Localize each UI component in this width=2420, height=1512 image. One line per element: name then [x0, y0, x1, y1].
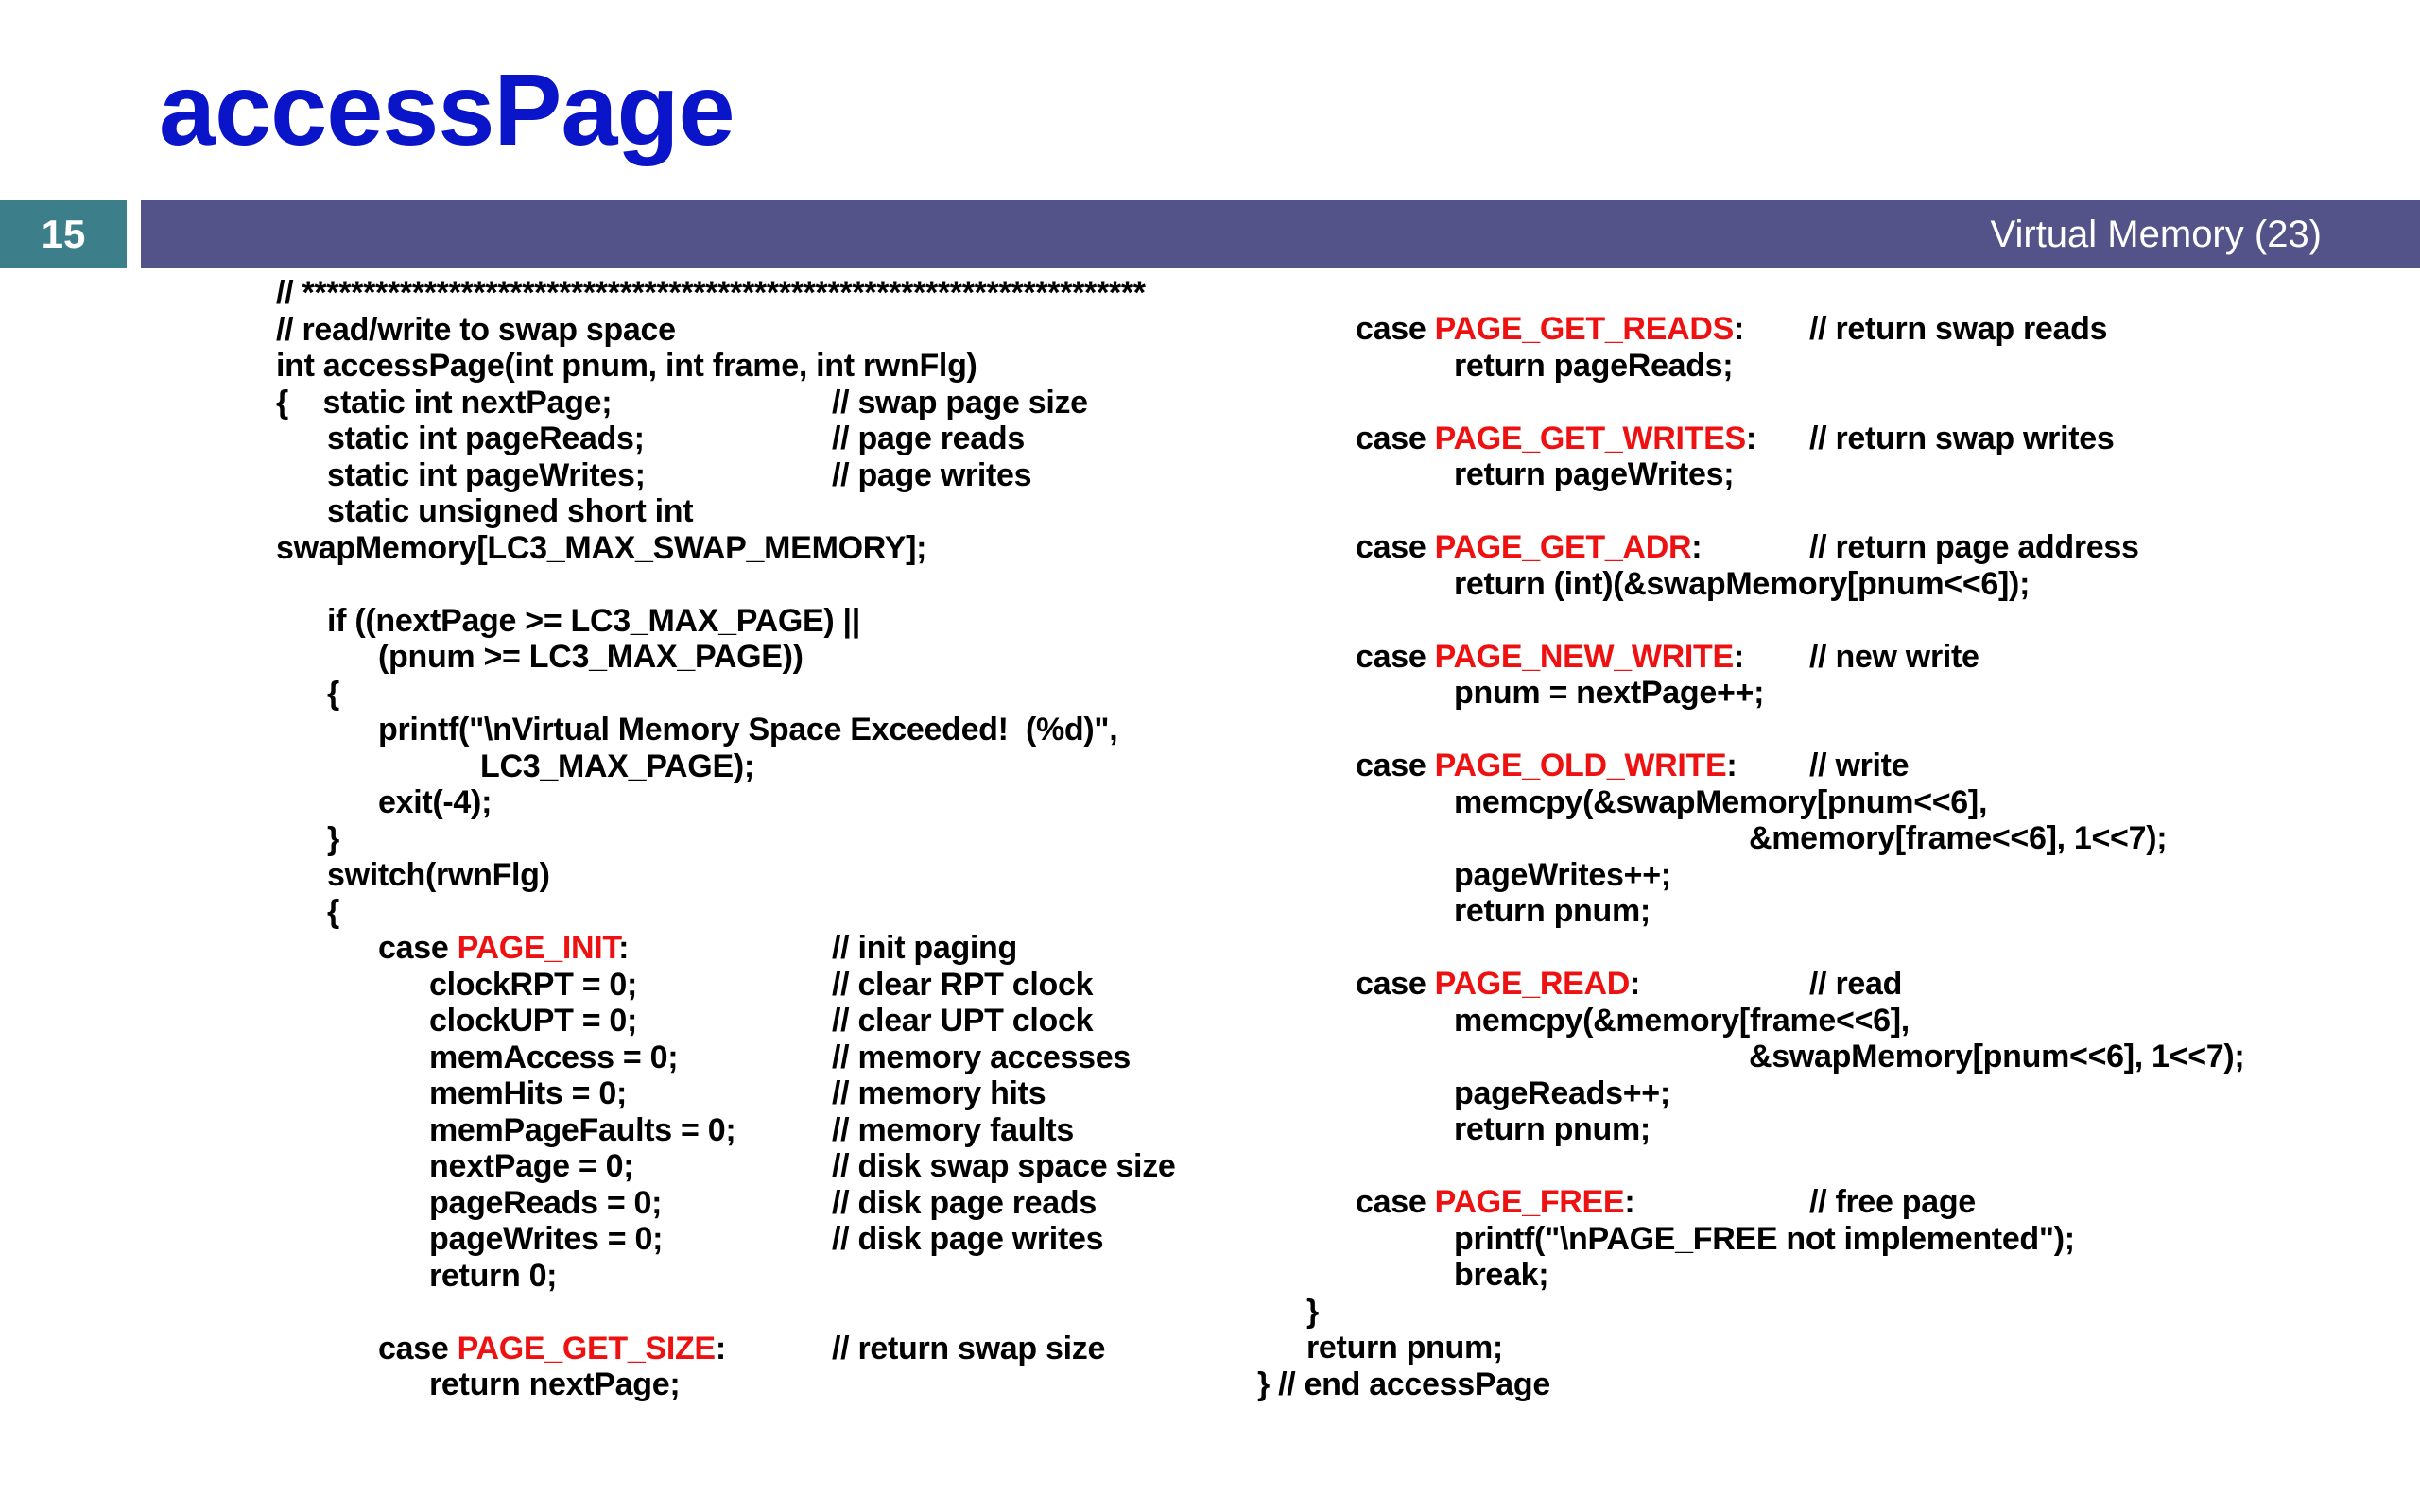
- code-line: [1257, 819, 2392, 857]
- code-text: [1356, 420, 1756, 457]
- case-keyword-prefix: case: [1356, 311, 1435, 347]
- code-line: [1257, 674, 2392, 712]
- code-line: [1257, 565, 2392, 603]
- header-section-label: Virtual Memory (23): [1990, 213, 2322, 255]
- code-text: &swapMemory[pnum<<6], 1<<7);: [1749, 1039, 2245, 1074]
- code-line: [276, 1366, 1240, 1403]
- code-line: [276, 893, 1240, 931]
- code-text: return nextPage;: [429, 1366, 681, 1402]
- case-keyword-prefix: case: [378, 930, 458, 966]
- case-keyword-prefix: case: [1356, 638, 1435, 675]
- code-comment: // page reads: [832, 421, 1025, 456]
- code-text: }: [327, 820, 339, 857]
- code-text: clockUPT = 0;: [429, 1003, 638, 1039]
- code-comment: // return page address: [1809, 529, 2139, 565]
- code-line: [1257, 1220, 2392, 1258]
- code-text: memAccess = 0;: [429, 1039, 679, 1075]
- code-line: [276, 675, 1240, 713]
- code-text: // *********************************************************************: [276, 275, 1146, 311]
- case-keyword-prefix: case: [1356, 1184, 1435, 1220]
- code-comment: // read: [1809, 966, 1903, 1002]
- code-text: // read/write to swap space: [276, 311, 676, 348]
- code-text: return (int)(&swapMemory[pnum<<6]);: [1454, 565, 2031, 602]
- case-keyword-prefix: case: [1356, 747, 1435, 783]
- code-text: [378, 929, 629, 967]
- code-comment: // return swap reads: [1809, 311, 2108, 347]
- code-line: [276, 420, 1240, 457]
- code-line: [1257, 1183, 2392, 1221]
- code-line: [276, 274, 1240, 312]
- code-line: [276, 820, 1240, 858]
- case-constant: PAGE_GET_ADR: [1434, 529, 1692, 565]
- code-comment: // clear UPT clock: [832, 1003, 1094, 1039]
- code-text: memHits = 0;: [429, 1075, 627, 1111]
- slide-title: accessPage: [159, 52, 735, 166]
- code-line: [1257, 1038, 2392, 1075]
- case-colon: :: [1733, 311, 1744, 347]
- code-text: } // end accessPage: [1257, 1366, 1550, 1402]
- code-line: [276, 565, 1240, 603]
- code-text: printf("\nVirtual Memory Space Exceeded! (%d)",: [378, 712, 1118, 747]
- code-comment: // memory accesses: [832, 1039, 1131, 1075]
- case-keyword-prefix: case: [378, 1330, 458, 1366]
- code-line: [1257, 528, 2392, 566]
- code-text: int accessPage(int pnum, int frame, int rwnFlg): [276, 348, 977, 384]
- code-text: printf("\nPAGE_FREE not implemented");: [1454, 1220, 2075, 1257]
- code-line: [1257, 1110, 2392, 1148]
- case-constant: PAGE_READ: [1434, 966, 1630, 1002]
- case-constant: PAGE_OLD_WRITE: [1434, 747, 1727, 783]
- code-line: [276, 1257, 1240, 1295]
- code-text: [1356, 528, 1702, 566]
- code-line: [1257, 711, 2392, 748]
- code-text: pageWrites++;: [1454, 856, 1671, 893]
- code-text: }: [1306, 1293, 1319, 1330]
- code-comment: // disk swap space size: [832, 1148, 1176, 1184]
- case-colon: :: [1629, 966, 1641, 1002]
- case-colon: :: [715, 1330, 726, 1366]
- code-text: [378, 1330, 726, 1367]
- code-line: [1257, 856, 2392, 894]
- case-colon: :: [1691, 529, 1703, 565]
- code-line: [276, 1147, 1240, 1185]
- code-text: [1356, 965, 1640, 1003]
- code-text: if ((nextPage >= LC3_MAX_PAGE) ||: [327, 602, 860, 639]
- code-text: [1356, 1183, 1634, 1221]
- code-text: return pnum;: [1454, 1111, 1651, 1147]
- code-line: [276, 1002, 1240, 1040]
- code-line: [1257, 1366, 2392, 1403]
- code-text: exit(-4);: [378, 784, 493, 820]
- code-text: pageReads++;: [1454, 1074, 1670, 1111]
- code-text: static unsigned short int: [327, 493, 694, 529]
- code-text: memPageFaults = 0;: [429, 1111, 736, 1148]
- code-line: [276, 1220, 1240, 1258]
- code-comment: // write: [1809, 747, 1910, 783]
- case-colon: :: [1745, 420, 1756, 456]
- code-line: [1257, 1329, 2392, 1366]
- code-text: [1356, 747, 1737, 784]
- code-text: return pageReads;: [1454, 347, 1734, 384]
- code-comment: // page writes: [832, 456, 1032, 493]
- code-text: [1356, 638, 1744, 676]
- code-line: [276, 384, 1240, 421]
- code-text: swapMemory[LC3_MAX_SWAP_MEMORY];: [276, 529, 927, 566]
- code-line: [1257, 1002, 2392, 1040]
- code-text: return pnum;: [1454, 893, 1651, 929]
- code-line: [276, 602, 1240, 640]
- code-line: [276, 966, 1240, 1004]
- code-line: [276, 711, 1240, 748]
- code-text: memcpy(&memory[frame<<6],: [1454, 1002, 1910, 1039]
- case-colon: :: [1733, 638, 1744, 675]
- code-text: pageWrites = 0;: [429, 1221, 664, 1257]
- code-line: [1257, 420, 2392, 457]
- code-text: [1356, 310, 1744, 348]
- code-text: nextPage = 0;: [429, 1148, 634, 1184]
- code-comment: // disk page writes: [832, 1221, 1104, 1257]
- case-constant: PAGE_FREE: [1434, 1184, 1625, 1220]
- code-comment: // clear RPT clock: [832, 966, 1094, 1003]
- code-text: {: [327, 675, 339, 712]
- code-text: clockRPT = 0;: [429, 966, 638, 1003]
- code-line: [276, 1039, 1240, 1076]
- code-line: [276, 1293, 1240, 1331]
- code-text: pageReads = 0;: [429, 1184, 663, 1221]
- code-comment: // new write: [1809, 638, 1979, 675]
- code-text: pnum = nextPage++;: [1454, 675, 1765, 711]
- case-colon: :: [1726, 747, 1737, 783]
- code-text: memcpy(&swapMemory[pnum<<6],: [1454, 783, 1988, 820]
- code-line: [1257, 1074, 2392, 1112]
- code-text: return pnum;: [1306, 1330, 1503, 1366]
- case-constant: PAGE_GET_READS: [1434, 311, 1734, 347]
- code-comment: // memory faults: [832, 1111, 1074, 1148]
- code-comment: // disk page reads: [832, 1184, 1097, 1221]
- case-keyword-prefix: case: [1356, 420, 1435, 456]
- code-comment: // free page: [1809, 1184, 1976, 1220]
- case-constant: PAGE_GET_WRITES: [1434, 420, 1746, 456]
- case-constant: PAGE_INIT: [457, 930, 619, 966]
- case-keyword-prefix: case: [1356, 966, 1435, 1002]
- code-line: [1257, 1147, 2392, 1185]
- code-line: [276, 529, 1240, 567]
- code-line: [276, 856, 1240, 894]
- code-line: [1257, 892, 2392, 930]
- code-line: [1257, 965, 2392, 1003]
- code-line: [276, 311, 1240, 349]
- code-comment: // swap page size: [832, 384, 1088, 421]
- case-keyword-prefix: case: [1356, 529, 1435, 565]
- code-text: LC3_MAX_PAGE);: [480, 747, 754, 784]
- case-constant: PAGE_NEW_WRITE: [1434, 638, 1734, 675]
- code-text: &memory[frame<<6], 1<<7);: [1749, 820, 2168, 856]
- code-text: return 0;: [429, 1257, 558, 1294]
- code-line: [1257, 347, 2392, 385]
- code-text: static int pageReads;: [327, 421, 645, 456]
- code-line: [276, 929, 1240, 967]
- code-line: [276, 347, 1240, 385]
- code-line: [1257, 929, 2392, 967]
- code-line: [276, 747, 1240, 785]
- code-line: [1257, 383, 2392, 421]
- code-line: [276, 1330, 1240, 1367]
- code-line: [276, 1184, 1240, 1222]
- case-colon: :: [1624, 1184, 1635, 1220]
- code-comment: // return swap writes: [1809, 420, 2115, 456]
- code-comment: // memory hits: [832, 1075, 1046, 1111]
- code-line: [1257, 455, 2392, 493]
- slide-number: 15: [0, 200, 127, 268]
- code-line: [276, 1111, 1240, 1149]
- code-line: [1257, 783, 2392, 821]
- code-line: [1257, 747, 2392, 784]
- code-text: switch(rwnFlg): [327, 857, 550, 893]
- code-text: static int pageWrites;: [327, 456, 646, 493]
- code-text: break;: [1454, 1257, 1549, 1293]
- code-line: [276, 492, 1240, 530]
- code-line: [1257, 1256, 2392, 1294]
- code-line: [1257, 310, 2392, 348]
- code-comment: // return swap size: [832, 1330, 1106, 1366]
- code-line: [276, 456, 1240, 494]
- code-line: [276, 638, 1240, 676]
- code-comment: // init paging: [832, 930, 1017, 966]
- code-block-left: [276, 0, 1240, 1418]
- code-line: [1257, 601, 2392, 639]
- code-line: [1257, 638, 2392, 676]
- code-text: (pnum >= LC3_MAX_PAGE)): [378, 639, 804, 675]
- code-text: {: [327, 893, 339, 930]
- code-line: [1257, 492, 2392, 530]
- code-line: [276, 1074, 1240, 1112]
- code-line: [276, 783, 1240, 821]
- code-text: { static int nextPage;: [276, 384, 613, 421]
- code-text: return pageWrites;: [1454, 456, 1735, 492]
- case-constant: PAGE_GET_SIZE: [457, 1330, 716, 1366]
- case-colon: :: [618, 930, 630, 966]
- code-line: [1257, 1293, 2392, 1331]
- code-block-right: [1257, 0, 2392, 1418]
